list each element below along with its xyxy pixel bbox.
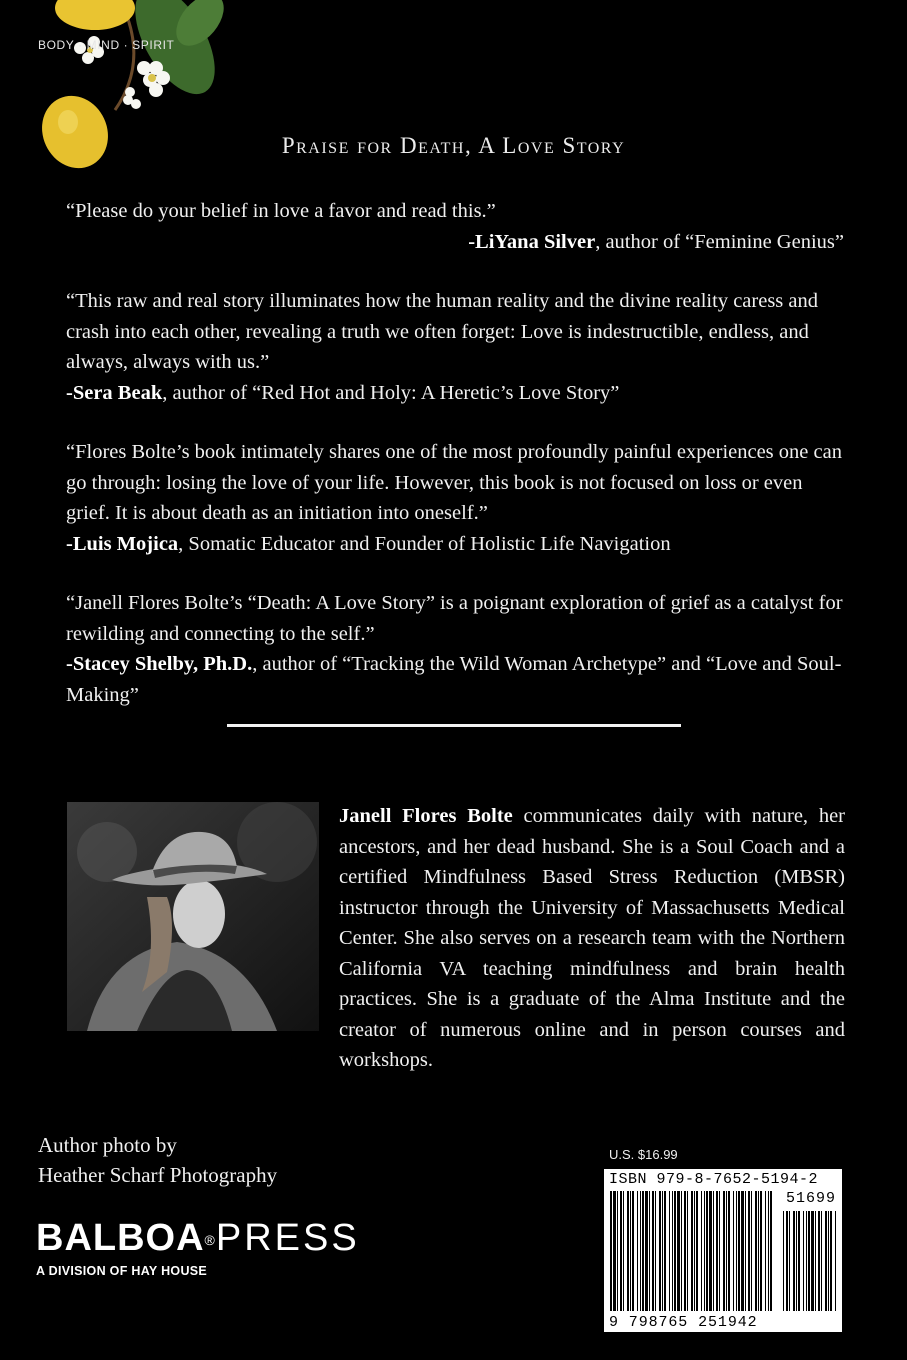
barcode-bar (674, 1191, 676, 1311)
addon-bar (806, 1211, 807, 1311)
publisher-logo (36, 1218, 360, 1278)
quote-block-1 (66, 196, 844, 257)
barcode-bar (745, 1191, 746, 1311)
addon-bar (789, 1211, 790, 1311)
quote-author: -Luis Mojica (66, 532, 179, 555)
publisher-division: A DIVISION OF HAY HOUSE (36, 1263, 208, 1278)
barcode-bar (694, 1191, 695, 1311)
barcode-bar (687, 1191, 688, 1311)
addon-bar (783, 1211, 784, 1311)
barcode-bar (733, 1191, 734, 1311)
isbn-barcode (604, 1169, 842, 1332)
addon-bar (821, 1211, 822, 1311)
addon-bar (803, 1211, 804, 1311)
barcode-bar (768, 1191, 769, 1311)
barcode-bar (696, 1191, 698, 1311)
barcode-bar (701, 1191, 702, 1311)
praise-heading: Praise for Death, A Love Story (281, 133, 626, 158)
quote-source: , author of “Tracking the Wild Woman Archetype” and “Love and Soul-Making” (66, 653, 842, 706)
barcode-bar (649, 1191, 650, 1311)
barcode-bar (704, 1191, 705, 1311)
barcode-bar (645, 1191, 648, 1311)
quote-block-4 (66, 588, 844, 710)
barcode-bar (765, 1191, 766, 1311)
quote-block-3 (66, 437, 844, 559)
quote-block-2 (66, 286, 844, 408)
barcode-bar (655, 1191, 656, 1311)
barcode-bar (681, 1191, 682, 1311)
barcode-bar (691, 1191, 693, 1311)
barcode-bar (719, 1191, 720, 1311)
addon-bar (815, 1211, 816, 1311)
barcode-bar (738, 1191, 740, 1311)
barcode-bar (664, 1191, 666, 1311)
quote-attribution (66, 529, 844, 560)
barcode-bar (630, 1191, 631, 1311)
addon-bar (798, 1211, 800, 1311)
barcode-bar (637, 1191, 638, 1311)
author-photo (67, 802, 319, 1031)
isbn-text: ISBN 979-8-7652-5194-2 (609, 1171, 819, 1188)
barcode-bar (728, 1191, 730, 1311)
barcode-bar (770, 1191, 772, 1311)
photo-credit (38, 1130, 277, 1190)
barcode-bar (726, 1191, 727, 1311)
barcode-bar (709, 1191, 712, 1311)
barcode-bar (741, 1191, 744, 1311)
barcode-bar (613, 1191, 616, 1311)
addon-bar (808, 1211, 810, 1311)
author-bio-text: communicates daily with nature, her ancestors, and her dead husband. She is a Soul Coach and a certified Mindfulness Based Stress Reduction (MBSR) instructor through the University of Massachusetts Medical Center. She also serves on a research team with the Northern California VA teaching mindfulness and brain health practices. She is a graduate of the Alma Institute and the creator of numerous online and in person courses and workshops. (339, 805, 845, 1071)
author-bio (339, 801, 845, 1076)
addon-bar (818, 1211, 820, 1311)
quote-attribution (66, 649, 844, 710)
barcode-bar (758, 1191, 759, 1311)
barcode-bar (623, 1191, 624, 1311)
barcode-bar (706, 1191, 708, 1311)
barcode-bar (716, 1191, 718, 1311)
price-label: U.S. $16.99 (609, 1147, 678, 1162)
barcode-bar (659, 1191, 661, 1311)
category-label: BODY · MIND · SPIRIT (38, 38, 175, 52)
quote-text: “Please do your belief in love a favor and read this.” (66, 200, 496, 222)
quote-attribution (66, 378, 844, 409)
barcode-bar (748, 1191, 750, 1311)
barcode-bar (620, 1191, 622, 1311)
quote-attribution (66, 227, 844, 258)
section-divider (227, 724, 681, 727)
barcode-bar (672, 1191, 673, 1311)
barcode-bar (662, 1191, 663, 1311)
addon-bar (796, 1211, 797, 1311)
barcode-bar (640, 1191, 641, 1311)
addon-bar (828, 1211, 829, 1311)
barcode-bar (652, 1191, 654, 1311)
barcode-bar (723, 1191, 725, 1311)
barcode-bar (677, 1191, 680, 1311)
quote-author: -Stacey Shelby, Ph.D. (66, 653, 253, 675)
quote-text: “Flores Bolte’s book intimately shares one of the most profoundly painful experiences one can go through: losing the love of your life. However, this book is not focused on loss or even grief. It is about death as an initiation into oneself.” (66, 441, 842, 524)
barcode-bar (760, 1191, 762, 1311)
quote-source: , author of “Feminine Genius” (595, 230, 844, 253)
author-name: Janell Flores Bolte (339, 805, 513, 827)
barcode-bar (755, 1191, 757, 1311)
registered-mark: ® (204, 1231, 216, 1248)
addon-bar (786, 1211, 788, 1311)
barcode-bar (617, 1191, 618, 1311)
addon-bar (793, 1211, 795, 1311)
barcode-bar (713, 1191, 714, 1311)
barcode-bar (736, 1191, 737, 1311)
barcode-bar (669, 1191, 670, 1311)
photo-credit-line-2: Heather Scharf Photography (38, 1163, 278, 1187)
quote-author: -Sera Beak (66, 381, 163, 404)
barcode-bar (632, 1191, 634, 1311)
photo-credit-line-1: Author photo by (38, 1133, 177, 1157)
barcode-bar (627, 1191, 629, 1311)
addon-bar (835, 1211, 836, 1311)
quote-text: “This raw and real story illuminates how the human reality and the divine reality caress and crash into each other, revealing a truth we often forget: Love is indestructible, endless, and always, always with us.” (66, 290, 818, 373)
quote-source: , author of “Red Hot and Holy: A Heretic’s Love Story” (162, 381, 620, 404)
barcode-bar (684, 1191, 686, 1311)
ean-digits: 9 798765 251942 (609, 1314, 758, 1331)
quote-text: “Janell Flores Bolte’s “Death: A Love Story” is a poignant exploration of grief as a catalyst for rewilding and connecting to the self.” (66, 592, 843, 645)
price-addon-code: 51699 (785, 1190, 836, 1207)
addon-bar (811, 1211, 814, 1311)
quote-source: , Somatic Educator and Founder of Holistic Life Navigation (178, 532, 671, 555)
addon-bar (825, 1211, 827, 1311)
publisher-name-bold: BALBOA (36, 1217, 205, 1259)
publisher-name-light: PRESS (215, 1217, 360, 1259)
barcode-bar (751, 1191, 752, 1311)
addon-bar (830, 1211, 832, 1311)
quote-author: -LiYana Silver (468, 230, 596, 253)
barcode-bar (642, 1191, 644, 1311)
barcode-bar (610, 1191, 612, 1311)
barcode-bars (604, 1191, 842, 1311)
